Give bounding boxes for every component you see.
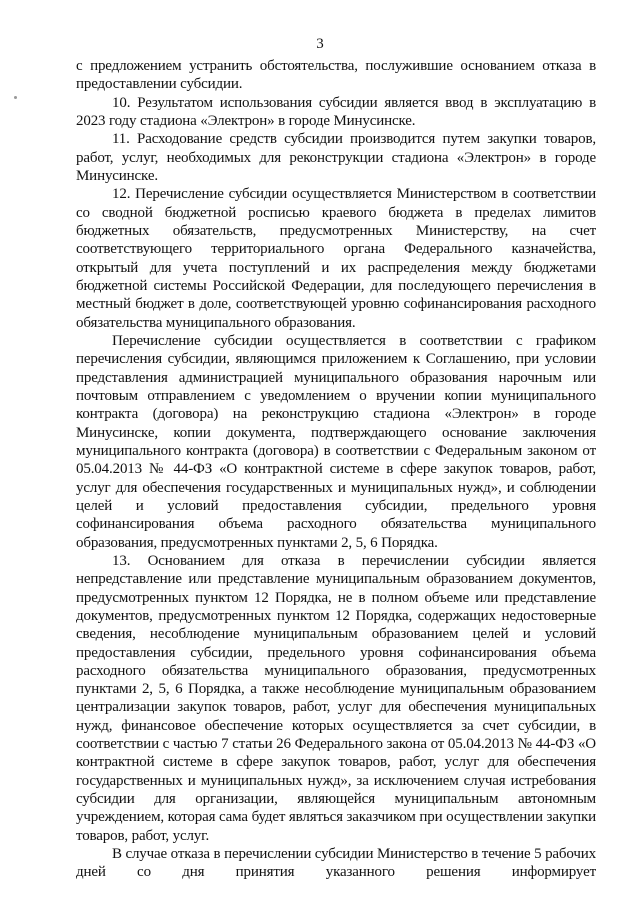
margin-mark xyxy=(14,96,17,99)
paragraph-item-11: 11. Расходование средств субсидии производится путем закупки товаров, работ, услуг, необходимых для реконструкции стадиона «Электрон» в городе Минусинске. xyxy=(76,131,596,184)
paragraph-continuation: с предложением устранить обстоятельства, послужившие основанием отказа в предоставлении субсидии. xyxy=(76,58,596,93)
paragraph-item-12: 12. Перечисление субсидии осуществляется Министерством в соответствии со сводной бюджетной росписью краевого бюджета в пределах лимитов бюджетных обязательств, предусмотренных Министерству, на счет соответствующего территориального органа Федерального казначейства, открытый для учета поступлений и их распределения между бюджетами бюджетной системы Российской Федерации, для последующего перечисления в местный бюджет в доле, соответствующей уровню софинансирования расходного обязательства муниципального образования. xyxy=(76,186,596,331)
page-number: 3 xyxy=(316,36,324,52)
paragraph-item-10: 10. Результатом использования субсидии является ввод в эксплуатацию в 2023 году стадиона «Электрон» в городе Минусинске. xyxy=(76,94,596,129)
paragraph-refusal-notice: В случае отказа в перечислении субсидии Министерство в течение 5 рабочих дней со дня принятия указанного решения информирует xyxy=(76,846,596,881)
document-body xyxy=(76,57,596,882)
paragraph-transfer-conditions: Перечисление субсидии осуществляется в соответствии с графиком перечисления субсидии, являющимся приложением к Соглашению, при условии представления администрацией муниципального образования нарочным или почтовым отправлением с уведомлением о вручении копии муниципального контракта (договора) на реконструкцию стадиона «Электрон» в городе Минусинске, копии документа, подтверждающего основание заключения муниципального контракта (договора) в соответствии с Федеральным законом от 05.04.2013 № 44-ФЗ «О контрактной системе в сфере закупок товаров, работ, услуг для обеспечения государственных и муниципальных нужд», и соблюдении целей и условий предоставления субсидии, предельного уровня софинансирования объема расходного обязательства муниципального образования, предусмотренных пунктами 2, 5, 6 Порядка. xyxy=(76,332,596,551)
paragraph-item-13: 13. Основанием для отказа в перечислении субсидии является непредставление или представление муниципальным образованием документов, предусмотренных пунктом 12 Порядка, не в полном объеме или представление документов, предусмотренных пунктом 12 Порядка, содержащих недостоверные сведения, несоблюдение муниципальным образованием целей и условий предоставления субсидии, предельного уровня софинансирования объема расходного обязательства муниципального образования, предусмотренных пунктами 2, 5, 6 Порядка, а также несоблюдение муниципальным образованием централизации закупок товаров, работ, услуг для обеспечения муниципальных нужд, финансовое обеспечение которых осуществляется за счет субсидии, в соответствии с частью 7 статьи 26 Федерального закона от 05.04.2013 № 44-ФЗ «О контрактной системе в сфере закупок товаров, работ, услуг для обеспечения государственных и муниципальных нужд», за исключением случая истребования субсидии для организации, являющейся муниципальным автономным учреждением, которая сама будет являться заказчиком при осуществлении закупки товаров, работ, услуг. xyxy=(76,552,596,844)
